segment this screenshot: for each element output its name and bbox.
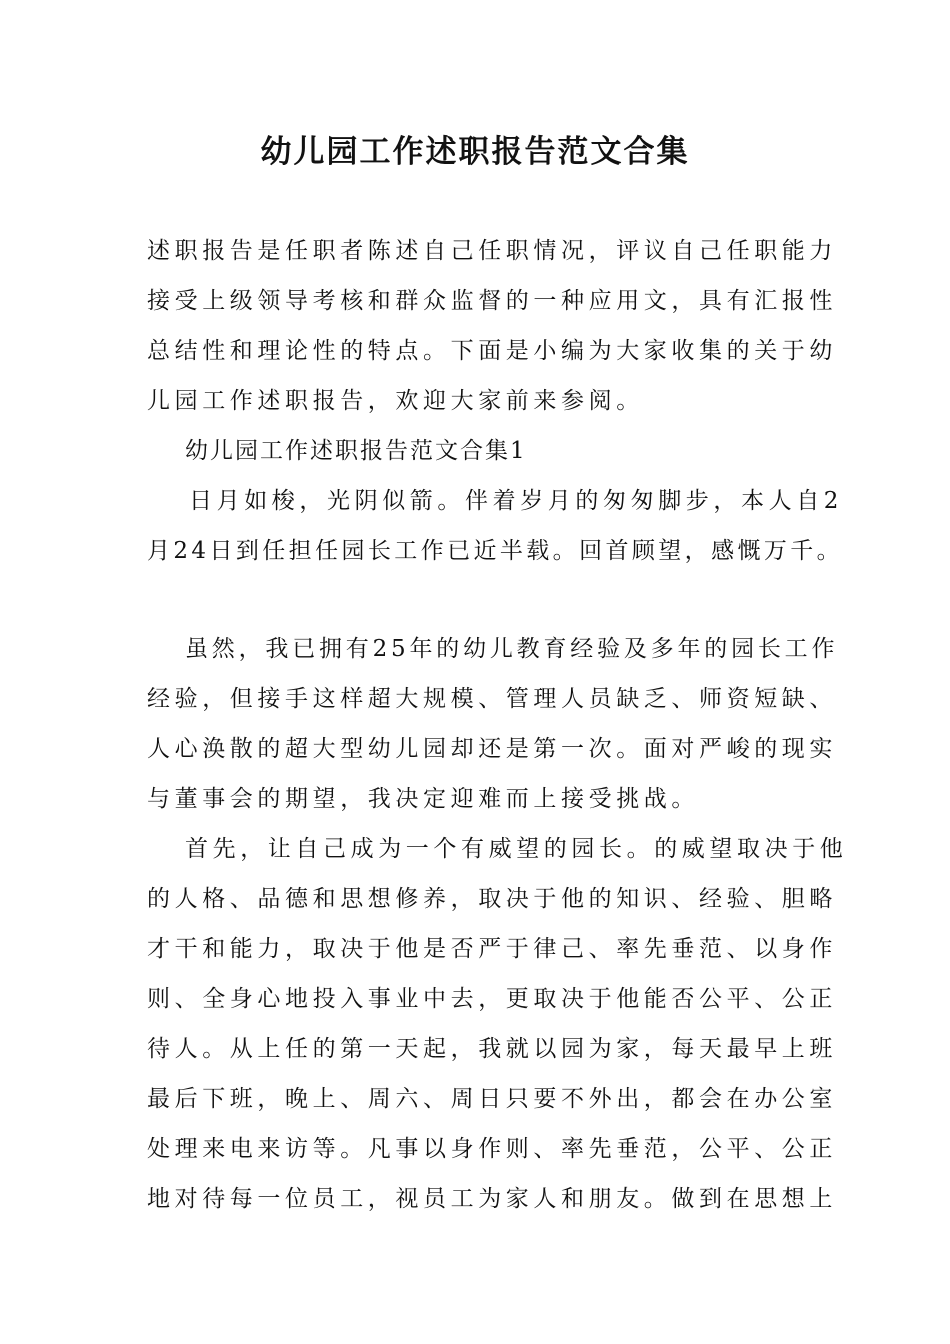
- paragraph-1-line-2: 月24日到任担任园长工作已近半载。回首顾望，感慨万千。: [147, 538, 844, 564]
- intro-line-1: 述职报告是任职者陈述自己任职情况，评议自己任职能力: [147, 238, 837, 264]
- paragraph-3-line-7: 处理来电来访等。凡事以身作则、率先垂范，公平、公正: [147, 1136, 837, 1162]
- paragraph-2-line-4: 与董事会的期望，我决定迎难而上接受挑战。: [147, 786, 699, 812]
- paragraph-3-line-6: 最后下班，晚上、周六、周日只要不外出，都会在办公室: [147, 1086, 837, 1112]
- intro-line-2: 接受上级领导考核和群众监督的一种应用文，具有汇报性: [147, 288, 837, 314]
- paragraph-1-line-1: 日月如梭，光阴似箭。伴着岁月的匆匆脚步，本人自2: [189, 488, 844, 514]
- section-heading: 幼儿园工作述职报告范文合集1: [185, 438, 527, 464]
- paragraph-3-line-5: 待人。从上任的第一天起，我就以园为家，每天最早上班: [147, 1036, 837, 1062]
- paragraph-3-line-8: 地对待每一位员工，视员工为家人和朋友。做到在思想上: [147, 1186, 837, 1212]
- paragraph-2-line-1: 虽然，我已拥有25年的幼儿教育经验及多年的园长工作: [185, 636, 839, 662]
- paragraph-2-line-2: 经验，但接手这样超大规模、管理人员缺乏、师资短缺、: [147, 686, 837, 712]
- paragraph-3-line-2: 的人格、品德和思想修养，取决于他的知识、经验、胆略: [147, 886, 837, 912]
- intro-line-4: 儿园工作述职报告，欢迎大家前来参阅。: [147, 388, 644, 414]
- document-title: 幼儿园工作述职报告范文合集: [260, 134, 690, 170]
- paragraph-3-line-4: 则、全身心地投入事业中去，更取决于他能否公平、公正: [147, 986, 837, 1012]
- paragraph-3-line-3: 才干和能力，取决于他是否严于律己、率先垂范、以身作: [147, 936, 837, 962]
- paragraph-2-line-3: 人心涣散的超大型幼儿园却还是第一次。面对严峻的现实: [147, 736, 837, 762]
- intro-line-3: 总结性和理论性的特点。下面是小编为大家收集的关于幼: [147, 338, 837, 364]
- paragraph-3-line-1: 首先，让自己成为一个有威望的园长。的威望取决于他: [185, 836, 848, 862]
